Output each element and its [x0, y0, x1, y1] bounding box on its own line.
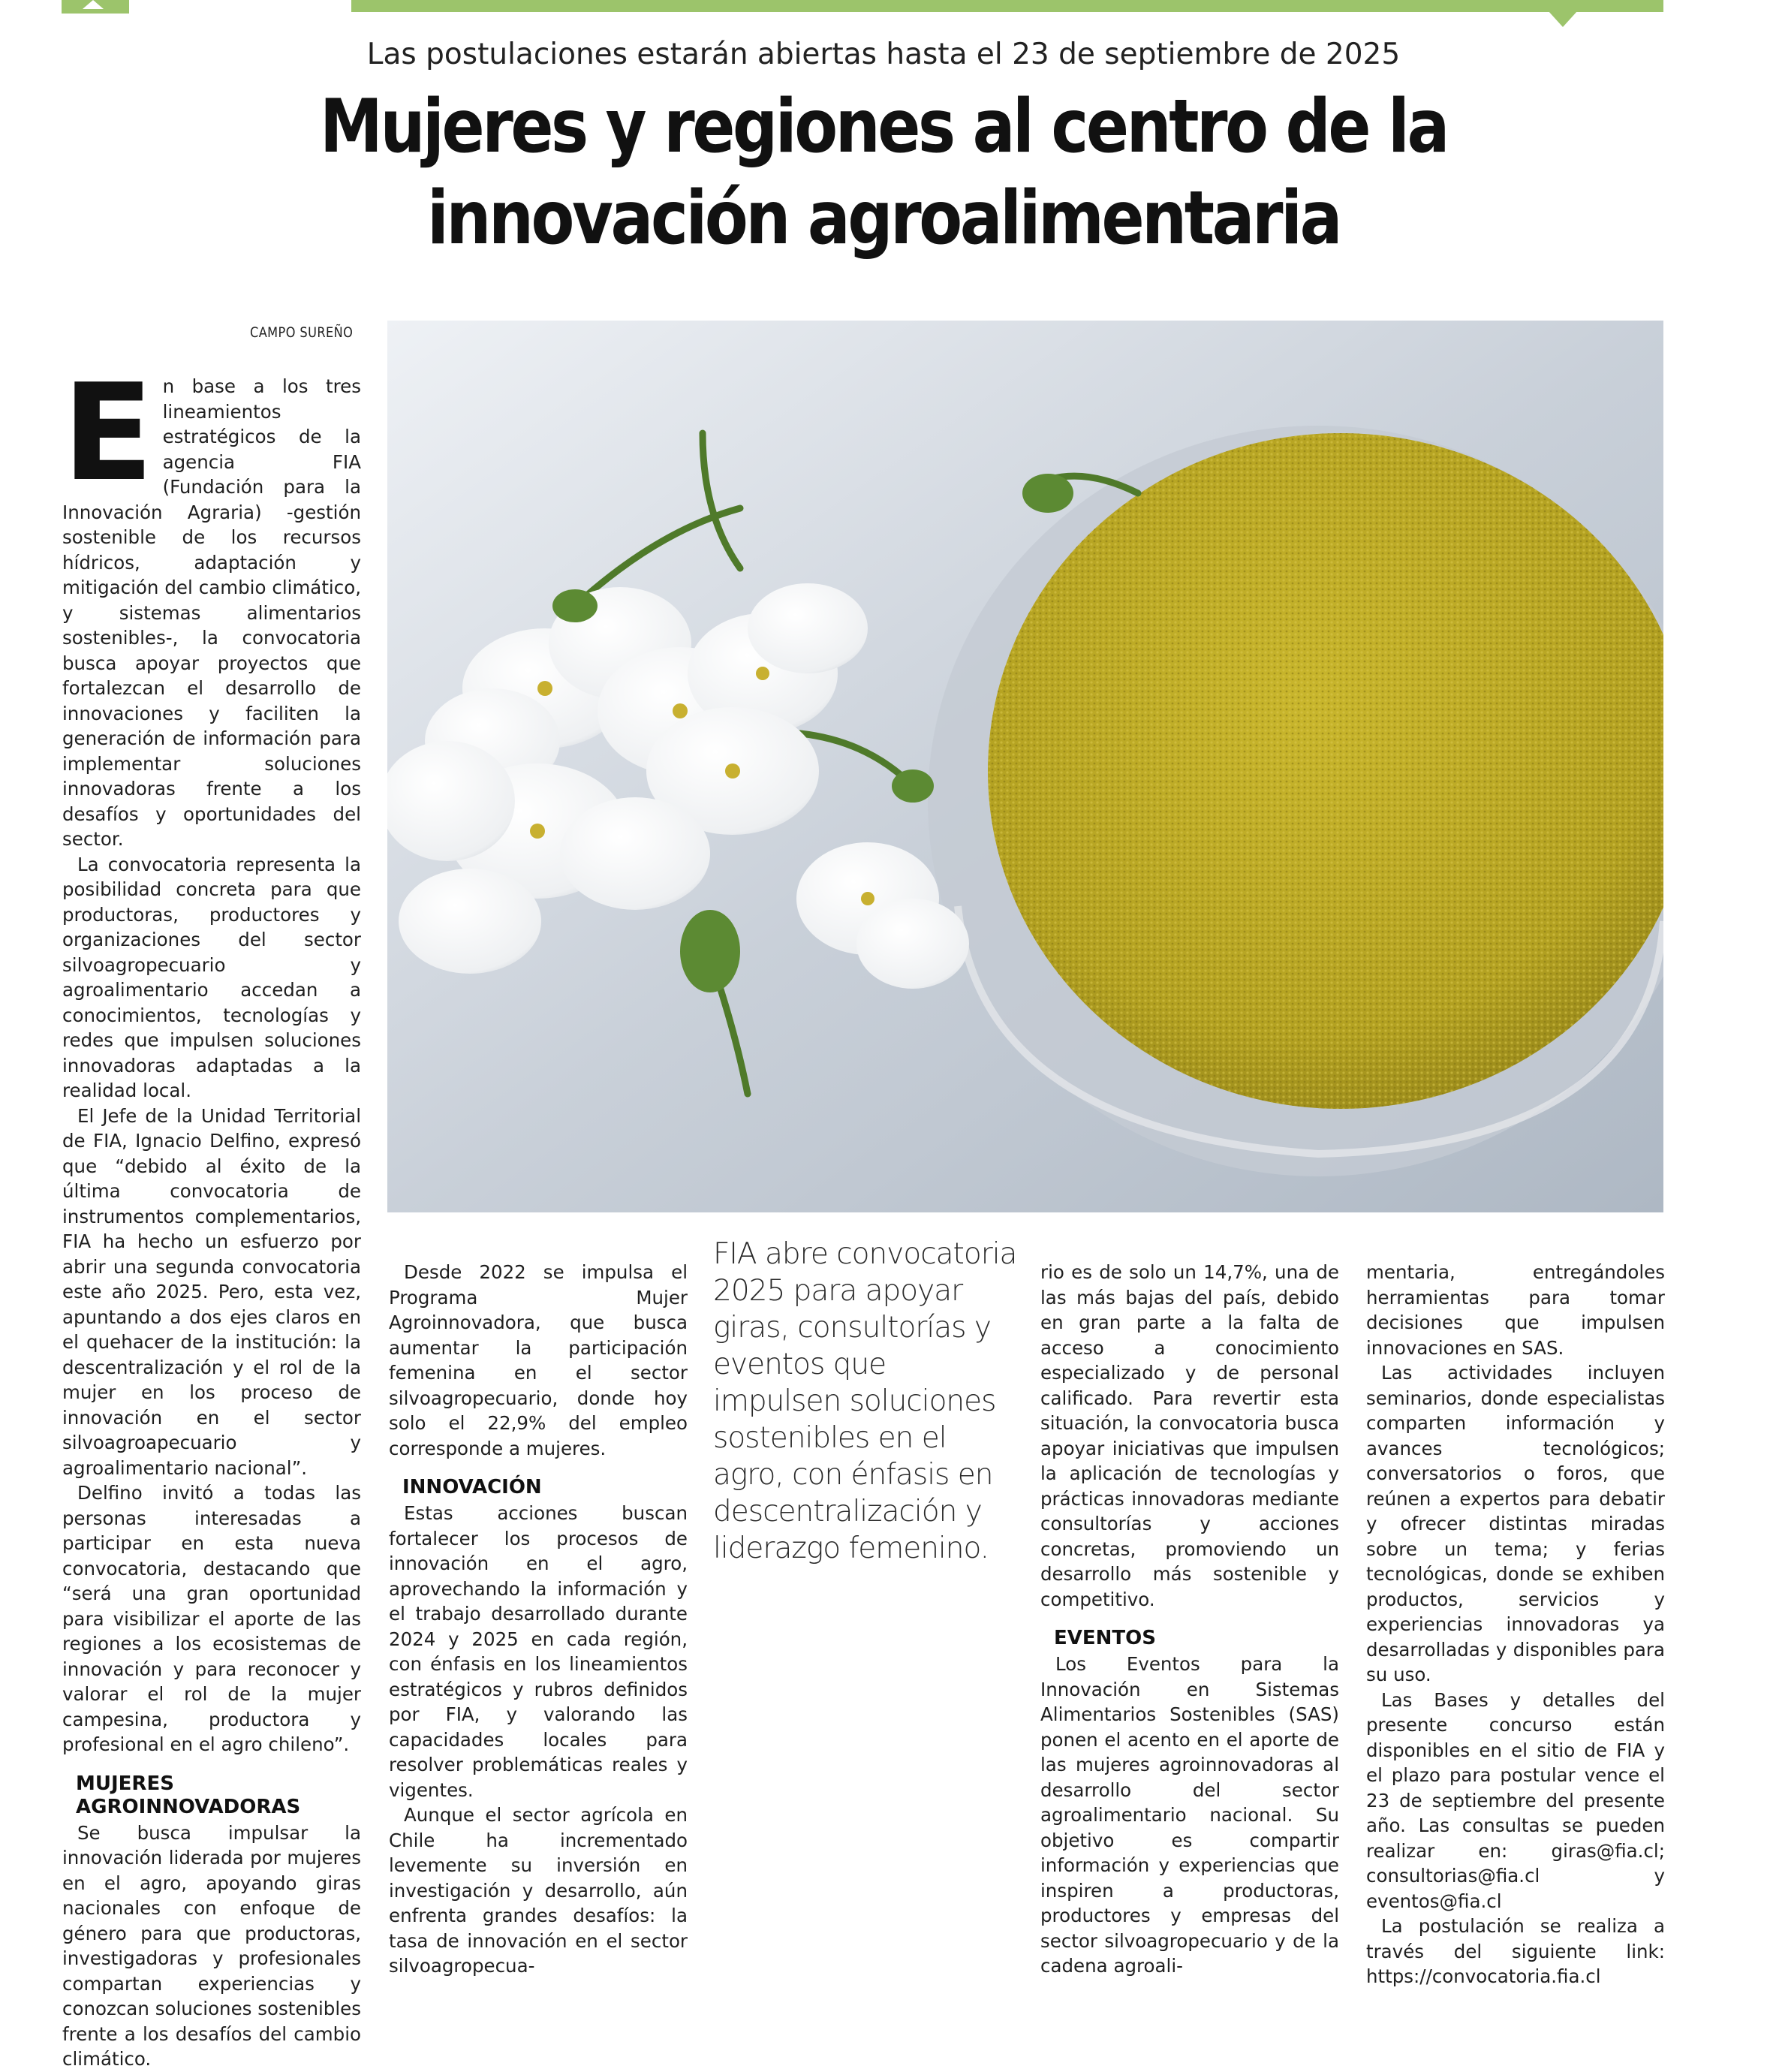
paragraph: La postulación se realiza a través del siguiente link: https://convocatoria.fia.cl	[1366, 1915, 1665, 1987]
article-column-4	[1040, 1260, 1339, 1979]
top-accent-bar	[351, 0, 1663, 12]
paragraph: rio es de solo un 14,7%, una de las más bajas del país, debido en gran parte a la falta de acceso a conocimiento especializado y de personal calificado. Para revertir esta situación, la convocatoria busca apoyar iniciativas que impulsen la aplicación de tecnologías y prácticas innovadoras mediante consultorías y acciones concretas, promoviendo un desarrollo más sostenible y competitivo.	[1040, 1261, 1339, 1610]
paragraph: Desde 2022 se impulsa el Programa Mujer Agroinnovadora, que busca aumentar la participación femenina en el sector silvoagropecuario, donde hoy solo el 22,9% del empleo corresponde a mujeres.	[389, 1261, 688, 1459]
pull-quote: FIA abre convocatoria 2025 para apoyar giras, consultorías y eventos que impulsen soluciones sostenibles en el agro, con énfasis en descentralización y liderazgo femenino.	[713, 1237, 1017, 1565]
paragraph: Las actividades incluyen seminarios, donde especialistas comparten información y avances tecnológicos; conversatorios o foros, que reúnen a expertos para debatir y ofrecer distintas miradas sobre un tema; y ferias tecnológicas, donde se exhiben productos, servicios y experiencias innovadoras ya desarrolladas y disponibles para su uso.	[1366, 1362, 1665, 1685]
paragraph: La convocatoria representa la posibilidad concreta para que productoras, productores y organizaciones del sector silvoagropecuario y agroalimentario accedan a conocimientos, tecnologías y redes que impulsen soluciones innovadoras adaptadas a la realidad local.	[62, 853, 361, 1101]
paragraph: n base a los tres lineamientos estratégicos de la agencia FIA (Fundación para la Innovación Agraria) -gestión sostenible de los recursos hídricos, adaptación y mitigación del cambio climático, y sistemas alimentarios sostenibles-, la convocatoria busca apoyar proyectos que fortalezcan el desarrollo de innovaciones y faciliten la generación de información para implementar soluciones innovadoras frente a los desafíos y oportunidades del sector.	[62, 375, 361, 850]
article-column-5	[1366, 1260, 1665, 1989]
headline: Mujeres y regiones al centro de la innovación agroalimentaria	[320, 84, 1447, 261]
paragraph: Se busca impulsar la innovación liderada por mujeres en el agro, apoyando giras nacionales con enfoque de género para que productoras, investigadoras y profesionales compartan experiencias y conozcan soluciones sostenibles frente a los desafíos del cambio climático.	[62, 1821, 361, 2070]
corner-tab	[62, 0, 129, 14]
pollen-and-flowers-image	[387, 321, 1663, 1212]
paragraph: Estas acciones buscan fortalecer los procesos de innovación en el agro, aprovechando la información y el trabajo desarrollado durante 2024 y 2025 en cada región, con énfasis en los lineamientos estratégicos y rubros definidos por FIA, y valorando las capacidades locales para resolver problemáticas reales y vigentes.	[389, 1502, 688, 1801]
paragraph: El Jefe de la Unidad Territorial de FIA, Ignacio Delfino, expresó que “debido al éxito de la última convocatoria de instrumentos complementarios, FIA ha hecho un esfuerzo por abrir una segunda convocatoria este año 2025. Pero, esta vez, apuntando a dos ejes claros en el quehacer de la institución: la descentralización y el rol de la mujer en los proceso de innovación en el sector silvoagroapecuario y agroalimentario nacional”.	[62, 1104, 361, 1479]
article-column-1	[62, 355, 361, 2072]
paragraph: mentaria, entregándoles herramientas para tomar decisiones que impulsen innovaciones en SAS.	[1366, 1261, 1665, 1359]
paragraph: Los Eventos para la Innovación en Sistemas Alimentarios Sostenibles (SAS) ponen el acento en el aporte de las mujeres agroinnovadoras al desarrollo del sector agroalimentario nacional. Su objetivo es compartir información y experiencias que inspiren a productoras, productores y empresas del sector silvoagropecuario y de la cadena agroali-	[1040, 1653, 1339, 1977]
kicker: Las postulaciones estarán abiertas hasta el 23 de septiembre de 2025	[366, 38, 1401, 71]
paragraph: Delfino invitó a todas las personas interesadas a participar en esta nueva convocatoria, destacando que “será una gran oportunidad para visibilizar el aporte de las regiones a los ecosistemas de innovación y para reconocer y valorar el rol de la mujer campesina, productora y profesional en el agro chileno”.	[62, 1482, 361, 1755]
top-bar-notch	[1548, 11, 1578, 27]
article-photo	[387, 321, 1663, 1212]
section-heading: MUJERES AGROINNOVADORAS	[76, 1772, 301, 1818]
article-column-2	[389, 1260, 688, 1979]
paragraph: Aunque el sector agrícola en Chile ha incrementado levemente su inversión en investigación y desarrollo, aún enfrenta grandes desafíos: la tasa de innovación en el sector silvoagropecua-	[389, 1804, 688, 1977]
source-credit: CAMPO SUREÑO	[250, 324, 354, 341]
section-heading: EVENTOS	[1054, 1627, 1156, 1649]
paragraph: Las Bases y detalles del presente concurso están disponibles en el sitio de FIA y el plazo para postular vence el 23 de septiembre del presente año. Las consultas se pueden realizar en: giras@fia.cl; consultorias@fia.cl y eventos@fia.cl	[1366, 1688, 1665, 1912]
section-heading: INNOVACIÓN	[402, 1476, 542, 1498]
drop-cap: E	[62, 355, 154, 510]
